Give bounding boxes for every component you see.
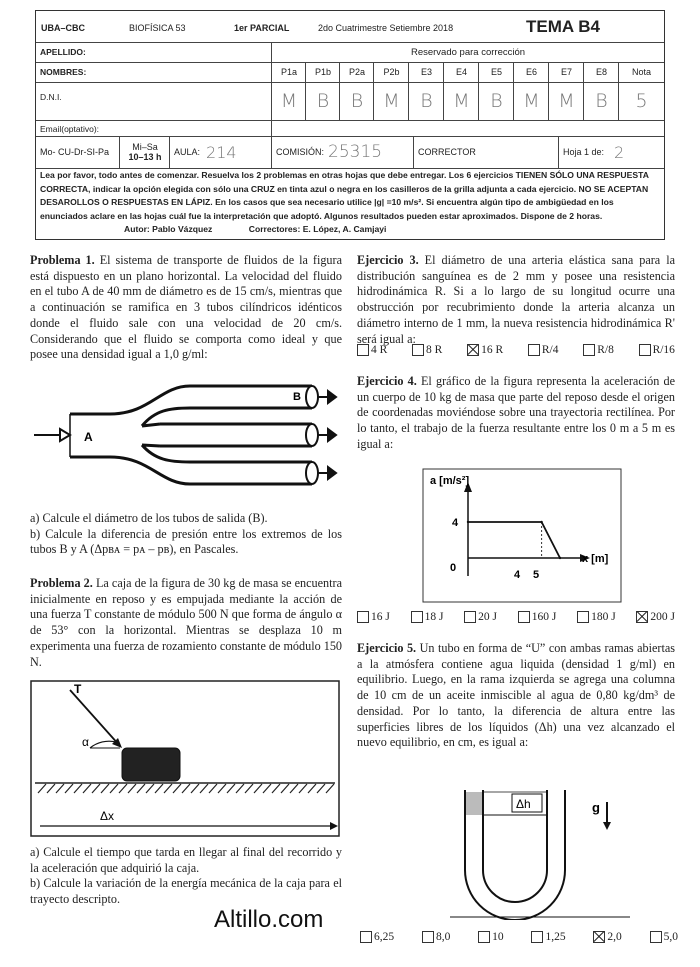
- grid-mark: B: [408, 82, 444, 120]
- email-row: [36, 120, 664, 137]
- grid-mark: B: [305, 82, 340, 120]
- checkbox[interactable]: [360, 931, 372, 943]
- aula: [169, 136, 276, 168]
- comision-value: 25315: [328, 142, 383, 162]
- ejercicio-3: [357, 253, 675, 347]
- acceleration-series-line: [468, 522, 560, 558]
- label-dx: Δx: [100, 809, 115, 823]
- checkbox-checked[interactable]: [467, 344, 479, 356]
- ground-hatch: [245, 784, 253, 793]
- label-A: A: [84, 430, 93, 444]
- ground-hatch: [137, 784, 145, 793]
- chart-ylabel: a [m/s²]: [430, 475, 470, 487]
- comision: [271, 136, 418, 168]
- correctors: Correctores: E. López, A. Camjayi: [248, 224, 387, 234]
- grid-header: P1a: [271, 62, 306, 82]
- e5-option[interactable]: 5,0: [650, 931, 678, 943]
- e5-option[interactable]: 6,25: [360, 931, 394, 943]
- tema: TEMA B4: [526, 17, 600, 36]
- ejercicio-4: [357, 374, 675, 453]
- schedule-days: Mi–Sa: [132, 142, 158, 152]
- grid-header: E3: [408, 62, 444, 82]
- ground-hatch: [38, 784, 46, 793]
- aula-value: 214: [206, 142, 237, 162]
- e4-text: El gráfico de la figura representa la aceleración de un cuerpo de 10 kg de masa que parte del reposo desde el origen de coordenadas moviéndose sobre una trayectoria rectilínea. Por lo tanto, el trabajo de la fuerza resultante entre los 0 m a 5 m es igual a:: [357, 374, 675, 451]
- chart-ytick: 4: [452, 517, 459, 529]
- e3-option[interactable]: 16 R: [467, 344, 503, 356]
- ground-hatch: [83, 784, 91, 793]
- label-B: B: [293, 391, 301, 403]
- checkbox[interactable]: [464, 611, 476, 623]
- ground-hatch: [209, 784, 217, 793]
- apellido-label: APELLIDO:: [40, 47, 86, 57]
- grid-header: E4: [443, 62, 479, 82]
- p1-title: Problema 1.: [30, 253, 95, 267]
- checkbox-checked[interactable]: [636, 611, 648, 623]
- checkbox[interactable]: [357, 344, 369, 356]
- exam-name: 1er PARCIAL: [234, 23, 290, 33]
- u-tube-figure: [440, 780, 680, 920]
- grid-mark: M: [548, 82, 584, 120]
- ground-hatch: [92, 784, 100, 793]
- checkbox[interactable]: [518, 611, 530, 623]
- grid-header-row: [36, 62, 664, 83]
- course-row: [36, 136, 664, 169]
- schedule-hours: 10–13 h: [128, 152, 162, 162]
- data-point: [559, 557, 561, 559]
- dni-label: D.N.I.: [40, 92, 62, 102]
- ground-hatch: [65, 784, 73, 793]
- ground-hatch: [290, 784, 298, 793]
- checkbox[interactable]: [577, 611, 589, 623]
- e4-options: [357, 611, 675, 623]
- e5-options: [360, 931, 678, 943]
- chart-xtick: 5: [533, 569, 540, 581]
- label-dh: Δh: [516, 797, 531, 811]
- e3-option[interactable]: 4 R: [357, 344, 387, 356]
- checkbox[interactable]: [531, 931, 543, 943]
- e4-title: Ejercicio 4.: [357, 374, 417, 388]
- e4-option[interactable]: 200 J: [636, 611, 675, 623]
- ground-hatch: [128, 784, 136, 793]
- grid-header: E5: [478, 62, 514, 82]
- corrector-label: CORRECTOR: [418, 147, 476, 157]
- grid-mark: M: [271, 82, 306, 120]
- p1-questions: [30, 511, 342, 558]
- ground-hatch: [299, 784, 307, 793]
- checkbox[interactable]: [357, 611, 369, 623]
- ground-hatch: [218, 784, 226, 793]
- e4-option[interactable]: 18 J: [411, 611, 444, 623]
- subject: BIOFÍSICA 53: [129, 23, 186, 33]
- hoja: [558, 136, 664, 168]
- grid-mark: M: [513, 82, 549, 120]
- checkbox[interactable]: [411, 611, 423, 623]
- checkbox[interactable]: [412, 344, 424, 356]
- label-alpha: α: [82, 735, 89, 749]
- ground-hatch: [47, 784, 55, 793]
- ground-hatch: [308, 784, 316, 793]
- ground-hatch: [101, 784, 109, 793]
- ejercicio-5: [357, 641, 675, 751]
- term: 2do Cuatrimestre Setiembre 2018: [318, 23, 454, 33]
- hoja-label: Hoja 1 de:: [563, 147, 605, 157]
- p2-text: La caja de la figura de 30 kg de masa se encuentra inicialmente en reposo y es empujada mediante la acción de una fuerza T constante de módulo 500 N que forma de ángulo α de 53° con la horizontal. Mientras se desplaza 10 m experimenta una fuerza de rozamiento constante de módulo 150 N.: [30, 576, 343, 669]
- box-figure: [30, 680, 342, 840]
- data-point: [467, 521, 469, 523]
- e3-option[interactable]: R/4: [528, 344, 559, 356]
- e4-option[interactable]: 20 J: [464, 611, 497, 623]
- grid-mark: 5: [618, 82, 664, 120]
- hoja-value: 2: [614, 142, 625, 162]
- p2-title: Problema 2.: [30, 576, 93, 590]
- checkbox[interactable]: [528, 344, 540, 356]
- grid-header: E6: [513, 62, 549, 82]
- schedule: [119, 136, 170, 168]
- exam-header: [35, 10, 665, 240]
- ground-hatch: [326, 784, 334, 793]
- ground-hatch: [164, 784, 172, 793]
- checkbox[interactable]: [422, 931, 434, 943]
- ground-hatch: [191, 784, 199, 793]
- grid-mark: B: [583, 82, 619, 120]
- grid-mark: M: [373, 82, 409, 120]
- grid-header: E8: [583, 62, 619, 82]
- ground-hatch: [74, 784, 82, 793]
- ground-hatch: [146, 784, 154, 793]
- ground-hatch: [110, 784, 118, 793]
- aula-label: AULA:: [174, 147, 201, 157]
- grid-header: P1b: [305, 62, 340, 82]
- watermark: Altillo.com: [214, 906, 324, 933]
- nombres-label: NOMBRES:: [40, 67, 87, 77]
- ground-hatch: [281, 784, 289, 793]
- data-point: [540, 521, 542, 523]
- ground-hatch: [200, 784, 208, 793]
- p2-questions: [30, 845, 342, 908]
- corrector: [413, 136, 563, 168]
- e5-option[interactable]: 8,0: [422, 931, 450, 943]
- checkbox-checked[interactable]: [593, 931, 605, 943]
- label-g: g: [592, 800, 600, 815]
- label-T: T: [74, 682, 82, 696]
- grid-mark: B: [478, 82, 514, 120]
- problema-2: [30, 576, 342, 670]
- p1-question-b: b) Calcule la diferencia de presión entre los extremos de los tubos B y A (Δpʙᴀ = pᴀ – pʙ), en Pascales.: [30, 526, 342, 557]
- e5-option[interactable]: 1,25: [531, 931, 565, 943]
- checkbox[interactable]: [650, 931, 662, 943]
- e3-option[interactable]: R/8: [583, 344, 614, 356]
- grid-mark: M: [443, 82, 479, 120]
- ground-hatch: [173, 784, 181, 793]
- e5-text: Un tubo en forma de “U” con ambas ramas abiertas a la atmósfera contiene agua liquida (densidad 1 g/ml) en equilibrio. Luego, en la rama izquierda se agrega una columna de 10 cm de un aceite inmiscible al agua de 0,80 kg/dm³ de densidad. Por lo tanto, la diferencia de altura entre las superficies libres de los líquidos (Δh) una vez alcanzado el nuevo equilibrio, en cm, es igual a:: [357, 641, 675, 750]
- p1-question-a: a) Calcule el diámetro de los tubos de salida (B).: [30, 511, 268, 525]
- e3-title: Ejercicio 3.: [357, 253, 419, 267]
- apellido-row: [36, 42, 664, 63]
- ground-hatch: [272, 784, 280, 793]
- ground-hatch: [317, 784, 325, 793]
- grid-marks-row: [36, 82, 664, 134]
- e5-title: Ejercicio 5.: [357, 641, 417, 655]
- grid-mark: B: [339, 82, 374, 120]
- e4-option[interactable]: 180 J: [577, 611, 616, 623]
- instructions-text: Lea por favor, todo antes de comenzar. Resuelva los 2 problemas en otras hojas que debe entregar. Los 6 ejercicios TIENEN SÓLO UNA RESPUESTA CORRECTA, indicar la opción elegida con sólo una CRUZ en tinta azul o negra en los casilleros de la grilla adjunta a cada ejercicio. NO SE ACEPTAN DESAROLLOS O RESPUESTAS EN LÁPIZ. En los casos que sea necesario utilice |g| =10 m/s². Si encuentra algún tipo de ambigüedad en los enunciados aclare en las hojas cuál fue la interpretación que adoptó. Algunos resultados pueden estar aproximados. Dispone de 2 horas.: [40, 170, 649, 221]
- e5-option[interactable]: 2,0: [593, 931, 621, 943]
- comision-label: COMISIÓN:: [276, 147, 325, 157]
- ground-hatch: [254, 784, 262, 793]
- chart-origin: 0: [450, 562, 457, 574]
- grid-header: E7: [548, 62, 584, 82]
- title-row: [36, 11, 664, 43]
- days-label: Mo- CU-Dr-SI-Pa: [40, 147, 109, 157]
- e3-option[interactable]: 8 R: [412, 344, 442, 356]
- university: UBA–CBC: [41, 23, 86, 33]
- p2-question-b: b) Calcule la variación de la energía mecánica de la caja para el trayecto descripto.: [30, 876, 342, 907]
- email-label: Email(optativo):: [40, 124, 100, 134]
- ground-hatch: [227, 784, 235, 793]
- grid-header: P2b: [373, 62, 409, 82]
- chart-xlabel: x [m]: [582, 553, 609, 565]
- problema-1: [30, 253, 342, 363]
- ground-hatch: [182, 784, 190, 793]
- e3-options: [357, 344, 675, 356]
- e4-option[interactable]: 160 J: [518, 611, 557, 623]
- grid-header: P2a: [339, 62, 374, 82]
- checkbox[interactable]: [583, 344, 595, 356]
- ground-hatch: [236, 784, 244, 793]
- ground-hatch: [119, 784, 127, 793]
- instructions: [40, 169, 660, 237]
- acceleration-chart: [422, 468, 622, 603]
- ground-hatch: [155, 784, 163, 793]
- grid-header: Nota: [618, 62, 664, 82]
- checkbox[interactable]: [639, 344, 651, 356]
- ground-hatch: [56, 784, 64, 793]
- p2-question-a: a) Calcule el tiempo que tarda en llegar al final del recorrido y la aceleración que adquirió la caja.: [30, 845, 342, 875]
- author: Autor: Pablo Vázquez: [124, 224, 213, 234]
- e5-option[interactable]: 10: [478, 931, 504, 943]
- pipe-figure: [30, 372, 342, 512]
- ground-hatch: [263, 784, 271, 793]
- checkbox[interactable]: [478, 931, 490, 943]
- e4-option[interactable]: 16 J: [357, 611, 390, 623]
- chart-xtick: 4: [514, 569, 521, 581]
- p1-text: El sistema de transporte de fluidos de la figura está dispuesto en un plano horizontal. La velocidad del fluido en el tubo A de 40 mm de diámetro es de 15 cm/s, mientras que a continuación se ramifica en 3 tubos cilíndricos idénticos donde el fluido sale con una velocidad de 20 cm/s. Considerando que el fluido se comporta como ideal y que posee una densidad igual a 1,0 g/ml:: [30, 253, 342, 362]
- e3-option[interactable]: R/16: [639, 344, 675, 356]
- reserved-label: Reservado para corrección: [271, 42, 664, 62]
- e3-text: El diámetro de una arteria elástica sana para la distribución sanguínea es de 2 mm y posee una resistencia hidrodinámica R. Si a lo largo de su longitud ocurre una obstrucción por recubrimiento donde la arteria alcanza un diámetro interno de 1 mm, la nueva resistencia hidrodinámica R' será igual a:: [357, 253, 676, 346]
